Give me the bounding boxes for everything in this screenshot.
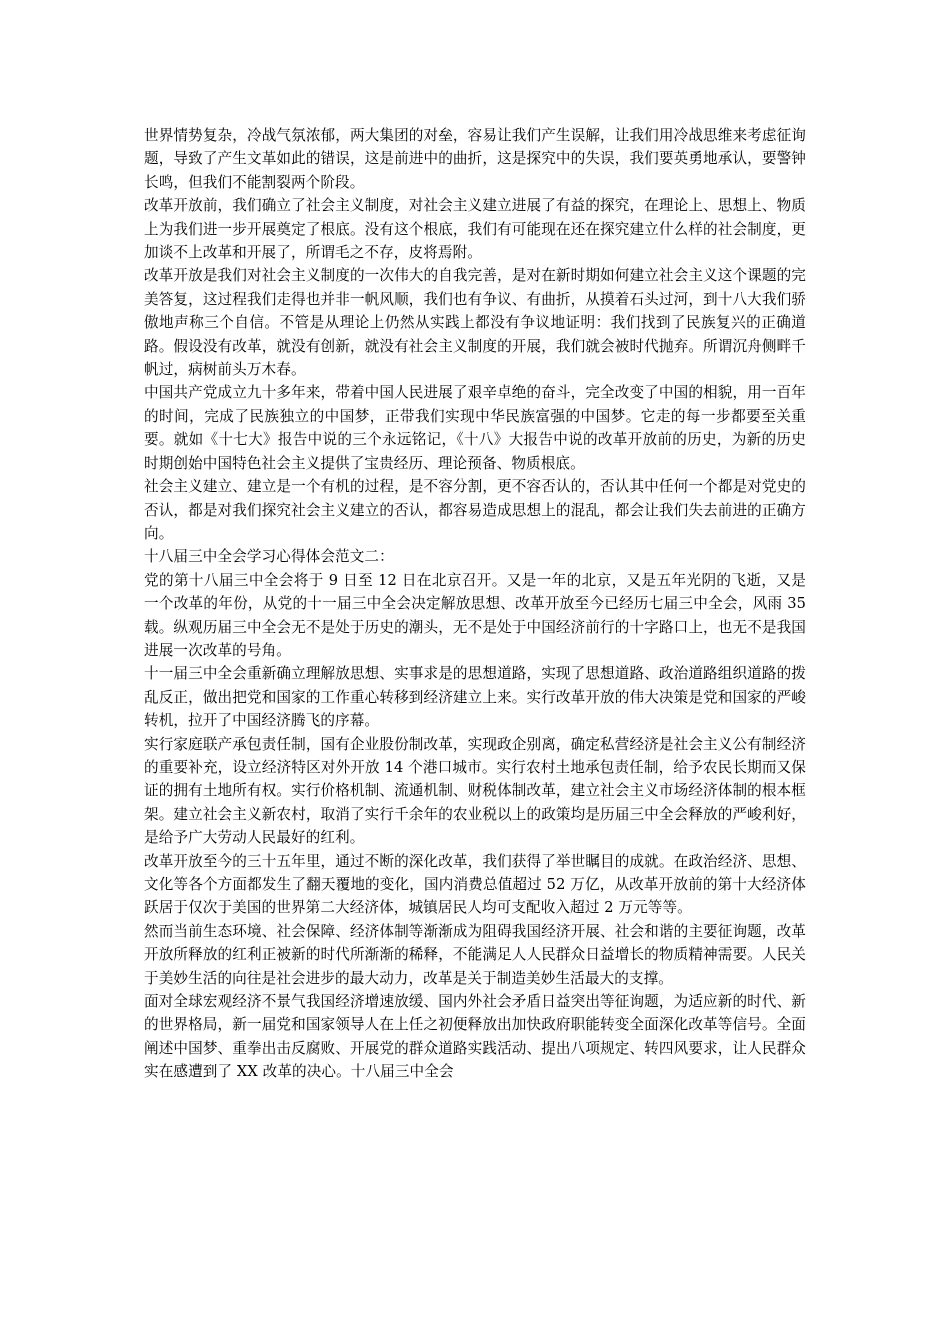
document-body	[144, 124, 806, 1084]
paragraph: 实行家庭联产承包责任制，国有企业股份制改革，实现政企别离，确定私营经济是社会主义公有制经济的重要补充，设立经济特区对外开放 14 个港口城市。实行农村土地承包责任制，给予农民长期而又保证的拥有土地所有权。实行价格机制、流通机制、财税体制改革，建立社会主义市场经济体制的根本框架。建立社会主义新农村，取消了实行千余年的农业税以上的政策均是历届三中全会释放的严峻利好，是给予广大劳动人民最好的红利。	[144, 735, 806, 847]
section-heading: 十八届三中全会学习心得体会范文二：	[144, 548, 394, 566]
paragraph: 十一届三中全会重新确立理解放思想、实事求是的思想道路，实现了思想道路、政治道路组织道路的拨乱反正，做出把党和国家的工作重心转移到经济建立上来。实行改革开放的伟大决策是党和国家的严峻转机，拉开了中国经济腾飞的序幕。	[144, 665, 806, 730]
paragraph: 世界情势复杂，冷战气氛浓郁，两大集团的对垒，容易让我们产生误解，让我们用冷战思维来考虑征询题，导致了产生文革如此的错误，这是前进中的曲折，这是探究中的失误，我们要英勇地承认，要警钟长鸣，但我们不能割裂两个阶段。	[144, 127, 806, 191]
paragraph: 中国共产党成立九十多年来，带着中国人民进展了艰辛卓绝的奋斗，完全改变了中国的相貌，用一百年的时间，完成了民族独立的中国梦，正带我们实现中华民族富强的中国梦。它走的每一步都要至关重要。就如《十七大》报告中说的三个永远铭记，《十八》大报告中说的改革开放前的历史，为新的历史时期创始中国特色社会主义提供了宝贵经历、理论预备、物质根底。	[144, 384, 806, 472]
paragraph: 面对全球宏观经济不景气我国经济增速放缓、国内外社会矛盾日益突出等征询题，为适应新的时代、新的世界格局，新一届党和国家领导人在上任之初便释放出加快政府职能转变全面深化改革等信号。全面阐述中国梦、重拳出击反腐败、开展党的群众道路实践活动、提出八项规定、转四风要求，让人民群众实在感遭到了 XX 改革的决心。十八届三中全会	[144, 993, 806, 1081]
paragraph: 然而当前生态环境、社会保障、经济体制等渐渐成为阻碍我国经济开展、社会和谐的主要征询题，改革开放所释放的红利正被新的时代所渐渐的稀释，不能满足人人民群众日益增长的物质精神需要。人民关于美妙生活的向往是社会进步的最大动力，改革是关于制造美妙生活最大的支撑。	[144, 922, 806, 987]
paragraph: 改革开放至今的三十五年里，通过不断的深化改革，我们获得了举世瞩目的成就。在政治经济、思想、文化等各个方面都发生了翻天覆地的变化，国内消费总值超过 52 万亿，从改革开放前的第十大经济体跃居于仅次于美国的世界第二大经济体，城镇居民人均可支配收入超过 2 万元等等。	[144, 852, 806, 917]
paragraph: 改革开放是我们对社会主义制度的一次伟大的自我完善，是对在新时期如何建立社会主义这个课题的完美答复，这过程我们走得也并非一帆风顺，我们也有争议、有曲折，从摸着石头过河，到十八大我们骄傲地声称三个自信。不管是从理论上仍然从实践上都没有争议地证明：我们找到了民族复兴的正确道路。假设没有改革，就没有创新，就没有社会主义制度的开展，我们就会被时代抛弃。所谓沉舟侧畔千帆过，病树前头万木春。	[144, 267, 806, 379]
paragraph: 社会主义建立、建立是一个有机的过程，是不容分割，更不容否认的，否认其中任何一个都是对党史的否认，都是对我们探究社会主义建立的否认，都容易造成思想上的混乱，都会让我们失去前进的正确方向。	[144, 478, 806, 542]
paragraph: 党的第十八届三中全会将于 9 日至 12 日在北京召开。又是一年的北京，又是五年光阴的飞逝，又是一个改革的年份，从党的十一届三中全会决定解放思想、改革开放至今已经历七届三中全会，风雨 35 载。纵观历届三中全会无不是处于历史的潮头，无不是处于中国经济前行的十字路口上，也无不是我国进展一次改革的号角。	[144, 571, 806, 659]
paragraph: 改革开放前，我们确立了社会主义制度，对社会主义建立进展了有益的探究，在理论上、思想上、物质上为我们进一步开展奠定了根底。没有这个根底，我们有可能现在还在探究建立什么样的社会制度，更加谈不上改革和开展了，所谓毛之不存，皮将焉附。	[144, 197, 806, 262]
